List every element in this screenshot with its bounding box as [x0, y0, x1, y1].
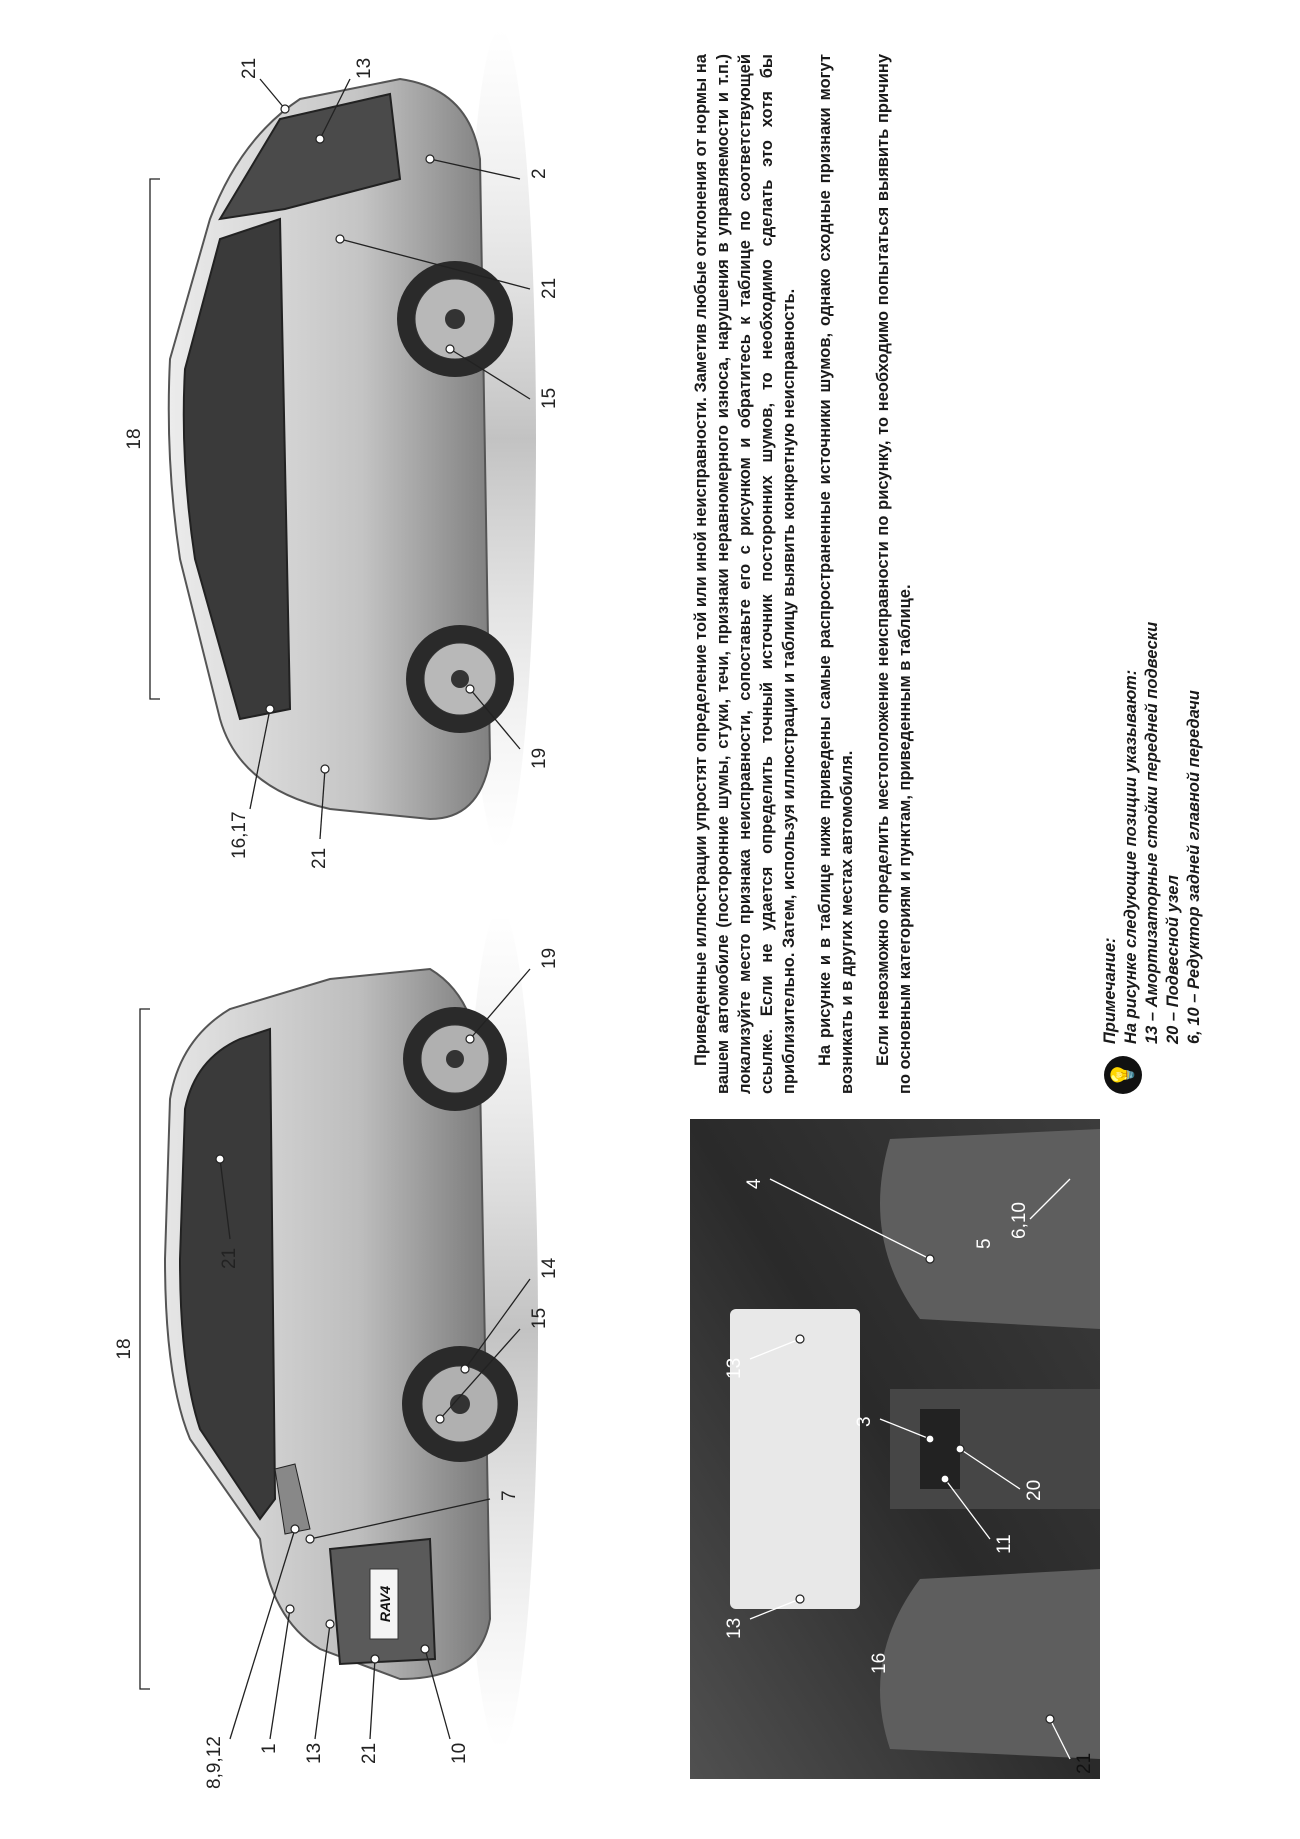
paragraph-3: Если невозможно определить местоположение неисправности по рисунку, то необходимо попытаться выявить причину по основным категориям и пунктам, приведенным в таблице.	[874, 54, 914, 1094]
callout-13-rear: 13	[354, 57, 375, 79]
front-seat-left	[880, 1569, 1100, 1759]
callout-3: 3	[854, 1416, 875, 1427]
paragraph-1: Приведенные иллюстрации упростят определение той или иной неисправности. Заметив любые отклонения от нормы на вашем автомобиле (посторонние шумы, стуки, течи, признаки неравномерного износа, нарушения в управляемости и т.п.) локализуйте место признака неисправности, сопоставьте его с рисунком и обратитесь к таблице по соответствующей ссылке. Если не удается определить точный источник посторонних шумов, то необходимо сделать это хотя бы приблизительно. Затем, используя иллюстрации и таблицу выявить конкретную неисправность.	[692, 54, 798, 1094]
figure-rear-car	[70, 19, 670, 879]
callout-21-int: 21	[1074, 1752, 1095, 1774]
callout-15: 15	[529, 1307, 550, 1329]
figure-front-car	[70, 919, 670, 1799]
note-item: 6, 10 – Редуктор задней главной передачи	[1185, 690, 1203, 1044]
callout-15-rear: 15	[539, 387, 560, 409]
callout-13-int-a: 13	[724, 1617, 745, 1639]
callout-1: 1	[259, 1743, 280, 1754]
callout-11: 11	[994, 1534, 1015, 1554]
model-badge: RAV4	[377, 1585, 393, 1623]
callout-6-10: 6,10	[1009, 1202, 1030, 1239]
note-block	[1100, 334, 1205, 1094]
callout-10: 10	[449, 1742, 470, 1764]
note-item: 20 – Подвесной узел	[1164, 875, 1182, 1044]
callout-13-int-b: 13	[724, 1357, 745, 1379]
callout-21-rear-a: 21	[309, 847, 330, 869]
callout-18: 18	[114, 1338, 135, 1360]
callout-4: 4	[744, 1178, 765, 1189]
paragraph-2: На рисунке и в таблице ниже приведены самые распространенные источники шумов, однако сходные признаки могут возникать и в других местах автомобиля.	[816, 54, 856, 1094]
callout-2: 2	[529, 168, 550, 179]
callout-20: 20	[1024, 1479, 1045, 1501]
callout-19: 19	[539, 947, 560, 969]
lightbulb-icon: 💡	[1104, 1056, 1142, 1094]
callout-21-roof: 21	[219, 1247, 240, 1269]
callout-13: 13	[304, 1742, 325, 1764]
callout-21-front: 21	[359, 1742, 380, 1764]
callout-8-9-12: 8,9,12	[204, 1736, 225, 1789]
callout-21-rear-b: 21	[539, 277, 560, 299]
callout-7: 7	[499, 1490, 520, 1501]
note-item: 13 – Амортизаторные стойки передней подвески	[1143, 621, 1161, 1044]
figure-interior	[690, 1119, 1100, 1779]
callout-14: 14	[539, 1257, 560, 1279]
callout-16-17: 16,17	[229, 811, 250, 859]
callout-5: 5	[974, 1238, 995, 1249]
note-body	[1100, 622, 1205, 1044]
callout-19-rear: 19	[529, 747, 550, 769]
note-intro: На рисунке следующие позиции указывают:	[1122, 669, 1140, 1044]
note-title: Примечание:	[1101, 937, 1119, 1044]
callout-18-rear: 18	[124, 428, 145, 450]
callout-16-int: 16	[869, 1652, 890, 1674]
rear-window-view	[730, 1309, 860, 1609]
callout-21-rear-c: 21	[239, 57, 260, 79]
front-seat-right	[880, 1129, 1100, 1329]
